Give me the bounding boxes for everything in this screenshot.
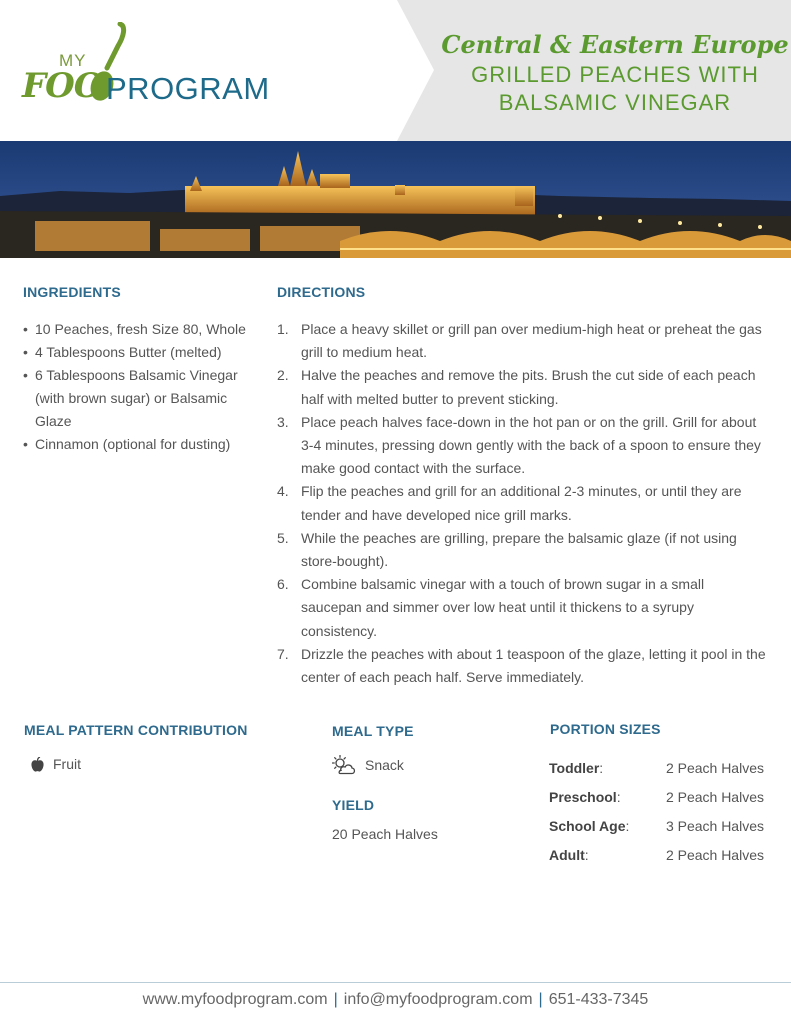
portion-row-school-age: School Age: 3 Peach Halves [549, 812, 764, 841]
step-number: 5. [277, 529, 289, 546]
footer-divider [0, 982, 791, 983]
my-food-program-logo [22, 22, 307, 112]
step-text: Drizzle the peaches with about 1 teaspoon of the glaze, letting it pool in the center of each peach half. Serve immediately. [301, 645, 766, 686]
portion-label: Toddler [549, 760, 600, 776]
logo-program-text: PROGRAM [106, 71, 270, 106]
portion-row-preschool: Preschool: 2 Peach Halves [549, 783, 764, 812]
sun-cloud-icon [332, 755, 356, 775]
ingredients-list [23, 318, 263, 456]
ingredients-heading: INGREDIENTS [23, 284, 121, 300]
step-text: Combine balsamic vinegar with a touch of brown sugar in a small saucepan and simmer over low heat until it thickens to a syrupy consistency. [301, 576, 705, 639]
portion-value: 2 Peach Halves [665, 789, 764, 805]
page-header [0, 0, 791, 141]
meal-type-label: Snack [365, 757, 404, 773]
page-footer [0, 991, 791, 1009]
email-link[interactable]: info@myfoodprogram.com [343, 991, 533, 1008]
recipe-title-line-1: GRILLED PEACHES WITH [471, 62, 759, 87]
ingredient-item: • 6 Tablespoons Balsamic Vinegar (with brown sugar) or Balsamic Glaze [23, 364, 263, 433]
logo-my-text: MY [59, 51, 87, 70]
step-text: Flip the peaches and grill for an additional 2-3 minutes, or until they are tender and have developed nice grill marks. [301, 483, 742, 523]
ingredient-item: • 4 Tablespoons Butter (melted) [23, 341, 263, 364]
region-label: Central & Eastern Europe [441, 30, 789, 59]
step-number: 6. [277, 576, 289, 593]
step-number: 7. [277, 645, 289, 662]
phone-number[interactable]: 651-433-7345 [548, 991, 649, 1008]
portion-value: 2 Peach Halves [665, 760, 764, 776]
portion-value: 3 Peach Halves [665, 818, 764, 834]
step-text: Place peach halves face-down in the hot pan or on the grill. Grill for about 3-4 minutes, pressing down gently with the back of a spoon to ensure they make good contact with the surface. [301, 413, 761, 477]
direction-step [277, 318, 767, 364]
step-number: 1. [277, 321, 289, 337]
apple-icon [31, 757, 44, 772]
footer-separator: | [333, 991, 338, 1008]
step-number: 2. [277, 367, 289, 384]
meal-pattern-item [31, 756, 81, 772]
meal-pattern-heading: MEAL PATTERN CONTRIBUTION [24, 722, 248, 738]
direction-step [277, 364, 767, 410]
portion-value: 2 Peach Halves [665, 847, 764, 863]
portion-label: School Age [549, 818, 626, 834]
website-link[interactable]: www.myfoodprogram.com [142, 991, 328, 1008]
direction-step [277, 643, 767, 689]
portion-row-toddler: Toddler: 2 Peach Halves [549, 754, 764, 783]
meal-type-heading: MEAL TYPE [332, 723, 414, 739]
portion-sizes-heading: PORTION SIZES [550, 721, 661, 737]
directions-heading: DIRECTIONS [277, 284, 366, 300]
logo-food-text: FOO [22, 66, 103, 106]
ingredient-item: • Cinnamon (optional for dusting) [23, 433, 263, 456]
step-number: 3. [277, 413, 289, 430]
recipe-title-line-2: BALSAMIC VINEGAR [498, 90, 732, 115]
step-text: While the peaches are grilling, prepare the balsamic glaze (if not using store-bought). [301, 529, 737, 570]
ingredient-item: • 10 Peaches, fresh Size 80, Whole [23, 318, 263, 341]
direction-step [277, 527, 767, 573]
portion-row-adult: Adult: 2 Peach Halves [549, 841, 764, 870]
yield-heading: YIELD [332, 797, 375, 813]
direction-step [277, 573, 767, 643]
prague-skyline-banner [0, 141, 791, 258]
step-number: 4. [277, 483, 289, 500]
recipe-title-block [440, 30, 790, 116]
portion-label: Adult [549, 847, 585, 863]
direction-step [277, 411, 767, 481]
directions-list [277, 318, 767, 689]
direction-step [277, 480, 767, 526]
step-text: Halve the peaches and remove the pits. Brush the cut side of each peach half with melted butter to prevent sticking. [301, 367, 756, 407]
meal-pattern-label: Fruit [53, 756, 81, 772]
portion-label: Preschool [549, 789, 617, 805]
portion-sizes-table [549, 754, 764, 870]
step-text: Place a heavy skillet or grill pan over medium-high heat or preheat the gas grill to medium heat. [301, 321, 762, 361]
yield-value: 20 Peach Halves [332, 826, 438, 842]
meal-type-item [332, 755, 404, 775]
footer-separator: | [538, 991, 543, 1008]
